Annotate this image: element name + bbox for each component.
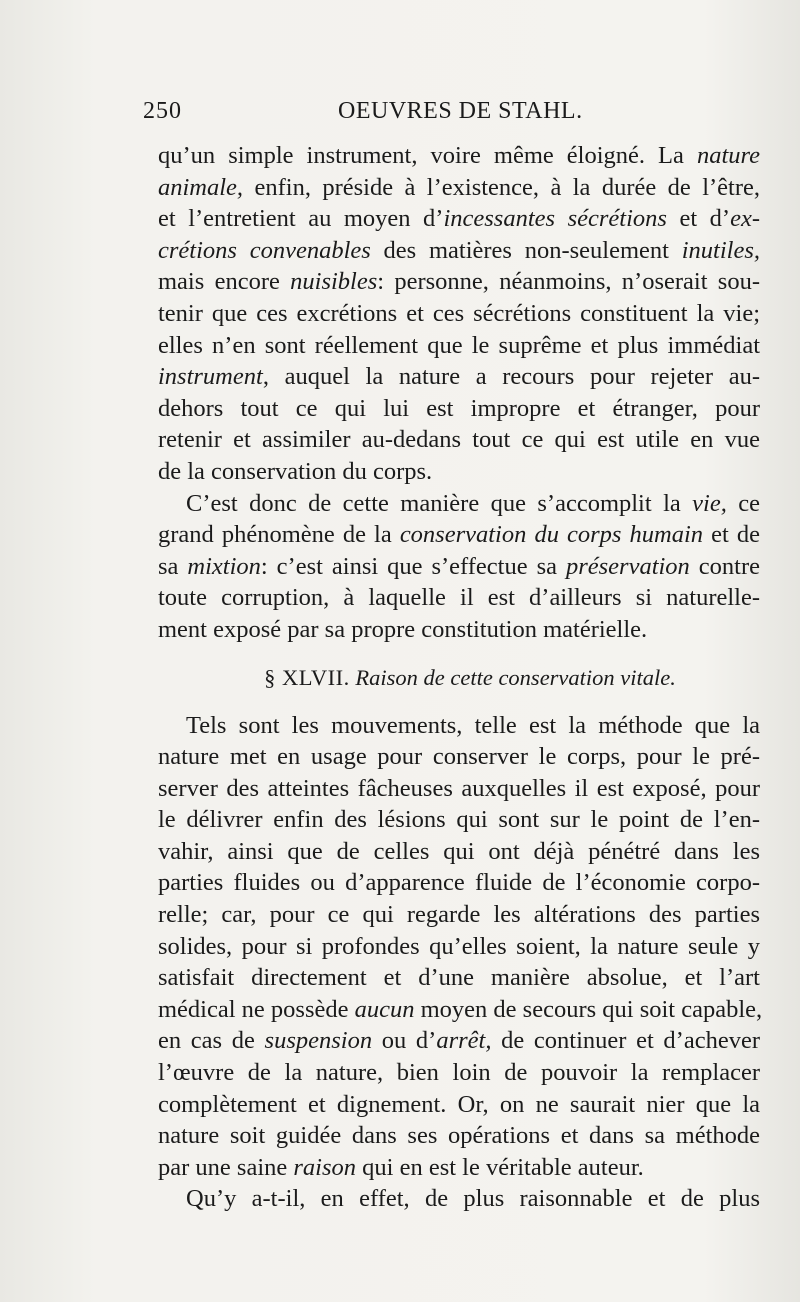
text-run: ment exposé par sa propre constitution matérielle. [158,615,648,643]
text-run: médical ne possède [158,995,355,1023]
text-line [158,172,760,204]
italic-text: suspension [264,1027,373,1055]
paragraph [158,1183,760,1215]
text-run: et l’entretient au moyen d’ [158,205,444,233]
italic-text: aucun [354,995,415,1023]
text-run: nature soit guidée dans ses opérations et dans sa méthode [158,1122,760,1150]
text-line [158,140,760,172]
italic-text: nuisibles [290,268,378,296]
text-run: C’est donc de cette manière que s’accomplit la [186,489,693,517]
text-line [158,551,760,583]
text-line [158,424,760,456]
text-line [158,488,760,520]
text-run: nature met en usage pour conserver le corps, pour le pré- [158,743,760,771]
text-run: et d’ [666,205,731,233]
text-run: et de [703,521,760,549]
running-title: OEUVRES DE STAHL. [338,98,583,124]
text-run: enfin, préside à l’existence, à la durée de l’être, [243,173,760,201]
text-line [158,867,760,899]
text-run: en cas de [158,1027,265,1055]
paragraphs-before-heading [158,140,760,646]
text-run: : personne, néanmoins, n’oserait sou- [377,268,760,296]
italic-text: incessantes sécrétions [443,205,667,233]
text-run: des matières non-seulement [370,236,682,264]
text-line [158,804,760,836]
text-run: , auquel la nature a recours pour rejeter au- [262,363,760,391]
text-line [158,1089,760,1121]
text-run: Qu’y a-t-il, en effet, de plus raisonnable et de plus [186,1185,760,1213]
italic-text: raison [293,1153,357,1181]
text-run: server des atteintes fâcheuses auxquelles il est exposé, pour [158,774,760,802]
text-line [158,1183,760,1215]
text-line [158,582,760,614]
text-line [158,361,760,393]
text-run: de continuer et d’achever [491,1027,760,1055]
text-run: dehors tout ce qui lui est impropre et étranger, pour [158,394,760,422]
text-run: toute corruption, à laquelle il est d’ailleurs si naturelle- [158,584,760,612]
text-run: qu’un simple instrument, voire même éloigné. La [158,142,697,169]
text-run: contre [689,552,760,580]
text-line [158,741,760,773]
text-run: : c’est ainsi que s’effectue sa [260,552,566,580]
italic-text: crétions convenables [158,236,371,264]
text-run: sa [158,552,188,580]
text-line [158,614,760,646]
italic-text: vie, [692,489,727,517]
italic-text: animale, [158,173,244,201]
text-run: par une saine [158,1153,294,1181]
spacer [158,696,760,710]
italic-text: nature [696,142,760,169]
text-run: solides, pour si profondes qu’elles soient, la nature seule y [158,932,760,960]
text-run: retenir et assimiler au-dedans tout ce qui est utile en vue [158,426,760,454]
section-title: Raison de cette conservation vitale. [355,664,676,690]
text-run: Tels sont les mouvements, telle est la méthode que la [186,711,760,739]
text-line [158,519,760,551]
italic-text: arrêt, [436,1027,492,1055]
text-line [158,235,760,267]
body-text [158,140,763,1215]
text-run: ou d’ [372,1027,437,1055]
text-line [158,836,760,868]
text-run: le délivrer enfin des lésions qui sont sur le point de l’en- [158,806,760,834]
section-heading [158,660,760,696]
text-run: ce [726,489,760,517]
paragraph [158,710,763,1184]
text-run: tenir que ces excrétions et ces sécrétions constituent la vie; [158,299,760,327]
text-line [158,899,760,931]
paragraph [158,488,760,646]
text-line [158,962,760,994]
paragraph [158,140,760,488]
italic-text: préservation [565,552,690,580]
italic-text: conservation du corps humain [399,521,704,549]
text-run: vahir, ainsi que de celles qui ont déjà pénétré dans les [158,837,760,865]
text-run: satisfait directement et d’une manière absolue, et l’art [158,964,760,992]
text-run: grand phénomène de la [158,521,400,549]
text-line [158,393,760,425]
text-run: relle; car, pour ce qui regarde les altérations des parties [158,901,760,929]
text-run: de la conservation du corps. [158,457,433,485]
text-run: l’œuvre de la nature, bien loin de pouvoir la remplacer [158,1059,760,1087]
paragraphs-after-heading [158,710,763,1216]
text-line [158,330,760,362]
page-header [143,98,743,138]
text-run: elles n’en sont réellement que le suprême et plus immédiat [158,331,760,359]
italic-text: instrument [158,363,263,391]
italic-text: mixtion [187,552,261,580]
text-run: qui en est le véritable auteur. [356,1153,644,1181]
text-run: complètement et dignement. Or, on ne saurait nier que la [158,1090,760,1118]
spacer [158,646,760,660]
text-line [158,1025,760,1057]
text-line [158,931,760,963]
text-line [158,1057,760,1089]
text-line [158,298,760,330]
text-run: moyen de secours qui soit capable, [414,995,763,1023]
text-line [158,710,760,742]
text-line [158,994,763,1026]
text-line [158,1120,760,1152]
text-line [158,773,760,805]
text-line [158,203,760,235]
text-line [158,1152,760,1184]
text-run: mais encore [158,268,291,296]
text-line [158,456,760,488]
page-number: 250 [143,98,182,124]
text-line [158,266,760,298]
text-run: parties fluides ou d’apparence fluide de l’économie corpo- [158,869,760,897]
section-number: § XLVII. [264,664,350,690]
italic-text: ex- [730,205,760,233]
italic-text: inutiles, [681,236,760,264]
